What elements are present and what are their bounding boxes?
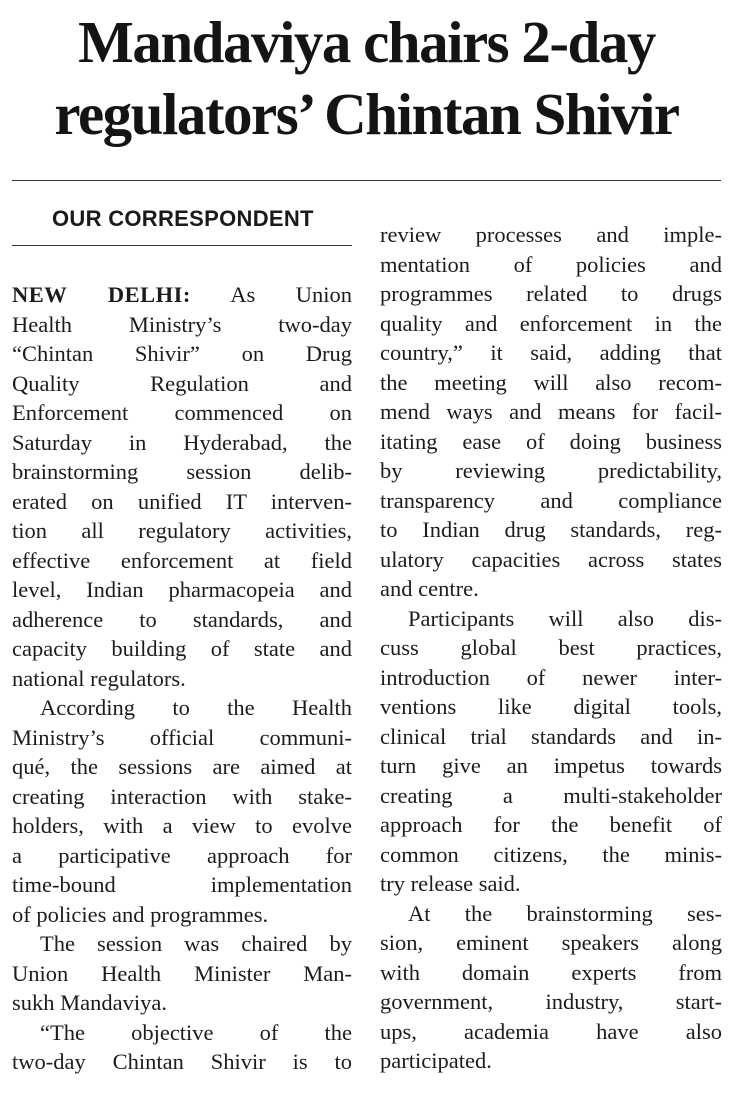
article-line: ventions like digital tools, xyxy=(380,694,722,719)
dateline: NEW DELHI: xyxy=(12,282,191,307)
article-line: turn give an impetus towards xyxy=(380,753,722,778)
headline-line-2: regulators’ Chintan Shivir xyxy=(54,81,679,147)
article-line: creating interaction with stake- xyxy=(12,783,352,809)
article-line: a participative approach for xyxy=(12,842,352,868)
article-line: ups, academia have also xyxy=(380,1018,722,1044)
article-line: Quality Regulation and xyxy=(12,370,352,396)
article-line: approach for the benefit of xyxy=(380,812,722,837)
article-line: programmes related to drugs xyxy=(380,281,722,306)
article-line: transparency and compliance xyxy=(380,487,722,513)
article-line-text: As Union xyxy=(190,282,352,307)
article-line: At the brainstorming ses- xyxy=(408,900,722,926)
article-line: erated on unified IT interven- xyxy=(12,488,352,514)
article-line: Saturday in Hyderabad, the xyxy=(12,429,352,455)
article-line: introduction of newer inter- xyxy=(380,664,722,690)
article-line: “The objective of the xyxy=(40,1019,352,1045)
article-line: effective enforcement at field xyxy=(12,547,352,573)
article-line: “Chintan Shivir” on Drug xyxy=(12,341,352,366)
article-line: try release said. xyxy=(380,871,521,896)
article-line: tion all regulatory activities, xyxy=(12,518,352,543)
article-line: Participants will also dis- xyxy=(408,605,722,631)
article-line: creating a multi-stakeholder xyxy=(380,782,722,808)
article-line: with domain experts from xyxy=(380,959,722,985)
article-line: sukh Mandaviya. xyxy=(12,990,167,1015)
article-line: Union Health Minister Man- xyxy=(12,960,352,986)
article-line: participated. xyxy=(380,1048,492,1073)
article-line: The session was chaired by xyxy=(40,931,352,956)
headline-line-1: Mandaviya chairs 2-day xyxy=(78,9,655,75)
article-line: review processes and imple- xyxy=(380,222,722,247)
article-line: holders, with a view to evolve xyxy=(12,813,352,838)
article-line: ulatory capacities across states xyxy=(380,546,722,572)
article-line: Health Ministry’s two-day xyxy=(12,311,352,337)
article-column-right xyxy=(380,220,722,1076)
byline-divider xyxy=(12,245,352,246)
article-line: cuss global best practices, xyxy=(380,635,722,660)
article-line: the meeting will also recom- xyxy=(380,369,722,395)
article-column-left xyxy=(12,280,352,1077)
article-line: to Indian drug standards, reg- xyxy=(380,517,722,542)
article-line: According to the Health xyxy=(40,695,352,720)
article-line: and centre. xyxy=(380,576,479,601)
article-line: national regulators. xyxy=(12,665,186,691)
article-line: quality and enforcement in the xyxy=(380,310,722,336)
article-line: mentation of policies and xyxy=(380,251,722,277)
article-line: of policies and programmes. xyxy=(12,901,269,927)
article-line: sion, eminent speakers along xyxy=(380,930,722,955)
article-line: clinical trial standards and in- xyxy=(380,723,722,749)
article-line: common citizens, the minis- xyxy=(380,841,722,867)
article-line: government, industry, start- xyxy=(380,989,722,1014)
article-line: capacity building of state and xyxy=(12,636,352,661)
article-line: Ministry’s official communi- xyxy=(12,724,352,750)
article-line: adherence to standards, and xyxy=(12,606,352,632)
article-line xyxy=(12,280,352,310)
byline: OUR CORRESPONDENT xyxy=(52,206,314,231)
headline-divider xyxy=(12,180,721,181)
article-line: Enforcement commenced on xyxy=(12,400,352,425)
article-line: mend ways and means for facil- xyxy=(380,399,722,424)
article-line: time-bound implementation xyxy=(12,872,352,897)
article-line: country,” it said, adding that xyxy=(380,340,722,365)
article-line: level, Indian pharmacopeia and xyxy=(12,577,352,602)
article-line: qué, the sessions are aimed at xyxy=(12,754,352,779)
article-line: two-day Chintan Shivir is to xyxy=(12,1049,352,1074)
headline xyxy=(0,6,733,150)
article-line: brainstorming session delib- xyxy=(12,459,352,484)
article-line: by reviewing predictability, xyxy=(380,458,722,483)
article-line: itating ease of doing business xyxy=(380,428,722,454)
